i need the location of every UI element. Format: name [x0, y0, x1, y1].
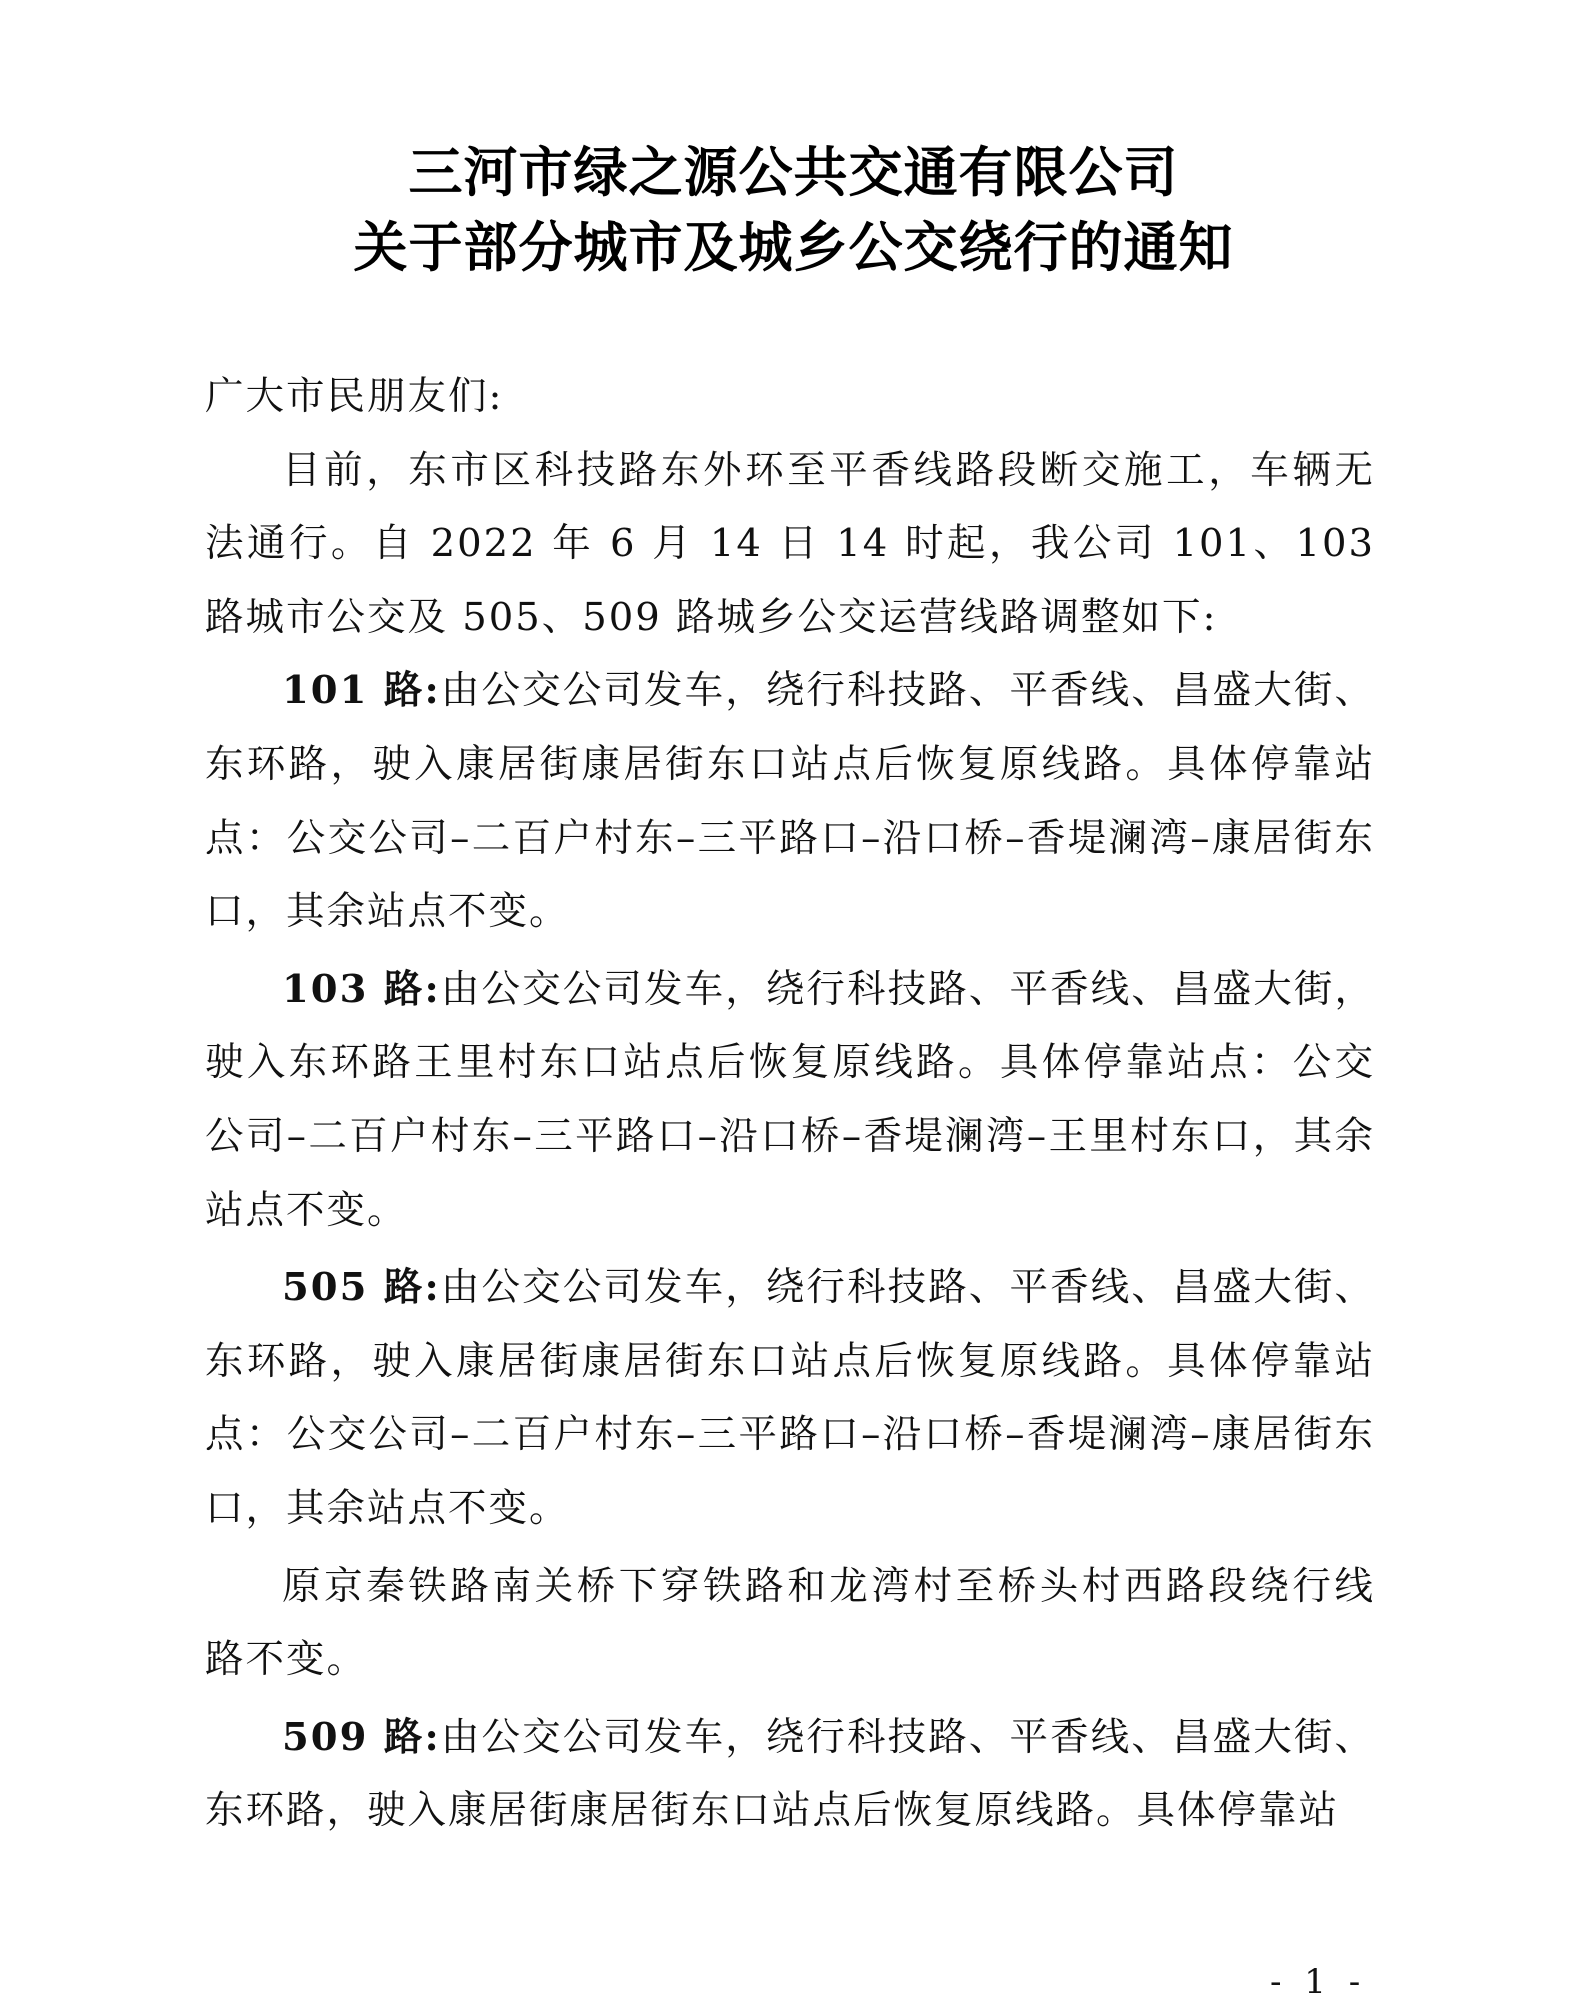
salutation: 广大市民朋友们: — [205, 374, 504, 419]
note-paragraph: 原京秦铁路南关桥下穿铁路和龙湾村至桥头村西路段绕行线路不变。 — [205, 1563, 1375, 1683]
intro-paragraph: 目前，东市区科技路东外环至平香线路段断交施工，车辆无法通行。自 2022 年 6 月 14 日 14 时起，我公司 101、103 路城市公交及 505、509 路城乡公交运营线路调整如下: — [205, 447, 1375, 640]
route-103-label: 103 路: — [282, 966, 441, 1012]
route-509-label: 509 路: — [282, 1714, 441, 1760]
route-505-paragraph — [205, 1251, 1375, 1545]
route-101-paragraph — [205, 654, 1375, 948]
page-number: - 1 - — [1270, 1962, 1367, 2002]
route-509-text: 由公交公司发车，绕行科技路、平香线、昌盛大街、东环路，驶入康居街康居街东口站点后恢复原线路。具体停靠站 — [205, 1714, 1375, 1834]
document-title-line-2: 关于部分城市及城乡公交绕行的通知 — [353, 215, 1234, 279]
route-101-label: 101 路: — [282, 668, 441, 714]
route-505-label: 505 路: — [282, 1265, 441, 1311]
route-103-text: 由公交公司发车，绕行科技路、平香线、昌盛大街，驶入东环路王里村东口站点后恢复原线路。具体停靠站点：公交公司–二百户村东–三平路口–沿口桥–香堤澜湾–王里村东口，其余站点不变。 — [205, 966, 1375, 1233]
document-body — [205, 360, 1375, 1848]
route-505-text: 由公交公司发车，绕行科技路、平香线、昌盛大街、东环路，驶入康居街康居街东口站点后恢复原线路。具体停靠站点：公交公司–二百户村东–三平路口–沿口桥–香堤澜湾–康居街东口，其余站点不变。 — [205, 1265, 1375, 1531]
document-title-line-1: 三河市绿之源公共交通有限公司 — [408, 140, 1179, 204]
route-509-paragraph — [205, 1701, 1375, 1848]
route-101-text: 由公交公司发车，绕行科技路、平香线、昌盛大街、东环路，驶入康居街康居街东口站点后恢复原线路。具体停靠站点：公交公司–二百户村东–三平路口–沿口桥–香堤澜湾–康居街东口，其余站点不变。 — [205, 668, 1375, 935]
route-103-paragraph — [205, 953, 1375, 1247]
